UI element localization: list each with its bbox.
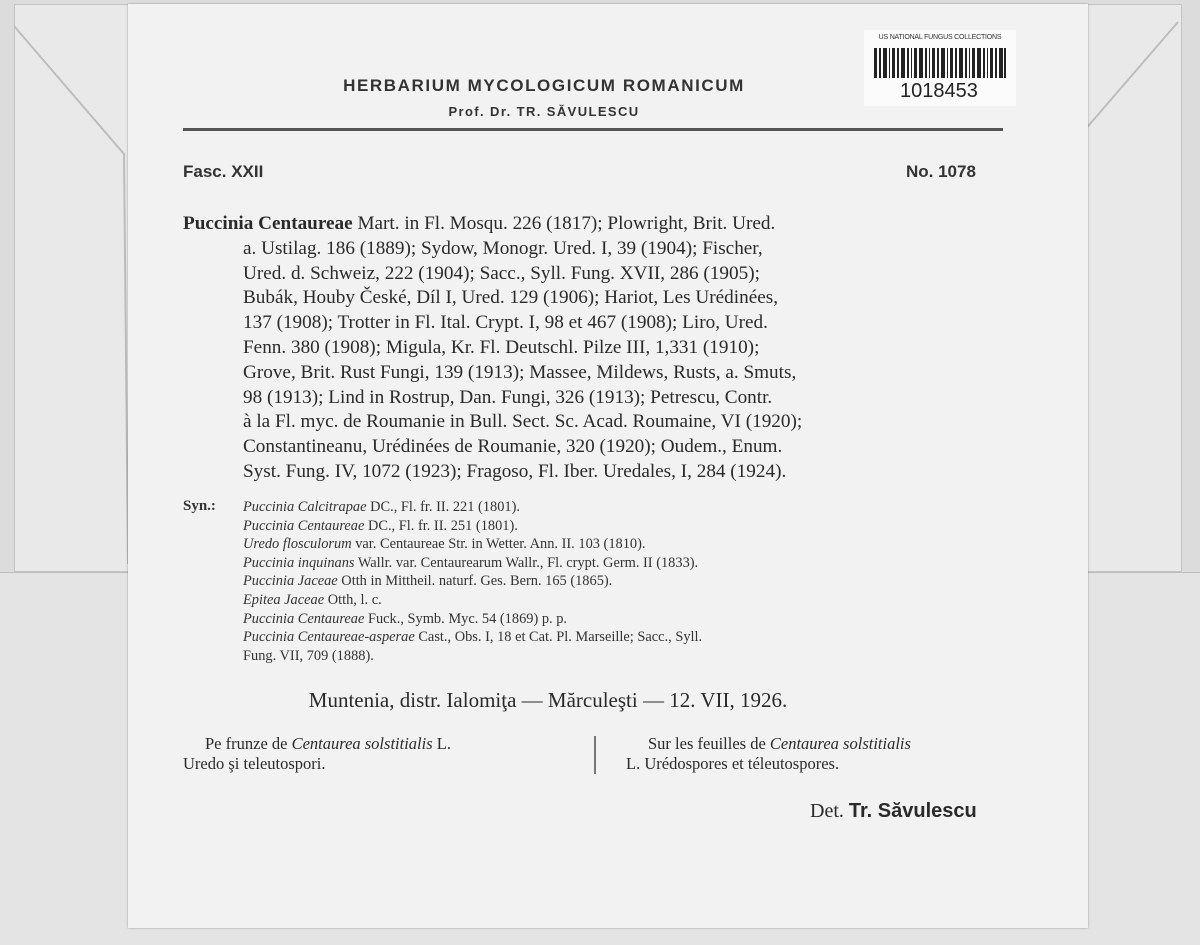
synonym-name: Puccinia inquinans bbox=[243, 554, 355, 571]
synonym-ref: var. Centaureae Str. in Wetter. Ann. II. 103 (1810). bbox=[355, 536, 646, 553]
host-fr-line1: Sur les feuilles de Centaurea solstitialis bbox=[648, 734, 911, 753]
species-name: Puccinia Centaureae bbox=[183, 213, 353, 234]
citation-line: à la Fl. myc. de Roumanie in Bull. Sect. Sc. Acad. Roumaine, VI (1920); bbox=[243, 411, 803, 433]
synonym-entry bbox=[243, 517, 1023, 536]
synonym-entry bbox=[243, 572, 1023, 591]
citation-line: Ured. d. Schweiz, 222 (1904); Sacc., Syll. Fung. XVII, 286 (1905); bbox=[243, 262, 760, 284]
synonym-entry bbox=[243, 535, 1023, 554]
host-romanian bbox=[183, 734, 575, 774]
synonym-name: Epitea Jaceae bbox=[243, 591, 325, 608]
synonym-name: Puccinia Centaureae bbox=[243, 517, 365, 534]
synonym-ref: Fuck., Symb. Myc. 54 (1869) p. p. bbox=[367, 610, 568, 627]
synonyms-label: Syn.: bbox=[183, 498, 216, 514]
citation-line: Bubák, Houby České, Díl I, Ured. 129 (1906); Hariot, Les Urédinées, bbox=[243, 287, 779, 309]
synonym-name: Puccinia Jaceae bbox=[243, 573, 338, 590]
synonym-name: Puccinia Calcitrapae bbox=[243, 499, 367, 515]
herbarium-title: HERBARIUM MYCOLOGICUM ROMANICUM bbox=[343, 76, 745, 95]
synonym-continuation: Fung. VII, 709 (1888). bbox=[243, 647, 374, 664]
synonym-ref: DC., Fl. fr. II. 221 (1801). bbox=[370, 499, 521, 515]
specimen-number: No. 1078 bbox=[906, 162, 976, 181]
host-ro-line1: Pe frunze de Centaurea solstitialis L. bbox=[205, 734, 451, 753]
synonym-ref: Cast., Obs. I, 18 et Cat. Pl. Marseille; Sacc., Syll. bbox=[418, 629, 703, 646]
citation-line: a. Ustilag. 186 (1889); Sydow, Monogr. Ured. I, 39 (1904); Fischer, bbox=[243, 237, 763, 259]
synonym-ref: Otth, l. c. bbox=[327, 591, 382, 608]
determiner: Det. Tr. Săvulescu bbox=[810, 800, 977, 822]
host-fr-line2: L. Urédospores et téleutospores. bbox=[626, 754, 840, 773]
citation-line: Constantineanu, Urédinées de Roumanie, 320 (1920); Oudem., Enum. bbox=[243, 436, 783, 458]
citation-line: 98 (1913); Lind in Rostrup, Dan. Fungi, 326 (1913); Petrescu, Contr. bbox=[243, 386, 773, 408]
host-ro-line2: Uredo şi teleutospori. bbox=[183, 754, 326, 773]
synonym-name: Puccinia Centaureae bbox=[243, 610, 365, 627]
barcode bbox=[874, 48, 1006, 78]
herbarium-subtitle: Prof. Dr. TR. SĂVULESCU bbox=[448, 104, 640, 119]
determiner-name: Tr. Săvulescu bbox=[848, 800, 977, 822]
synonym-ref: Wallr. var. Centaurearum Wallr., Fl. crypt. Germ. II (1833). bbox=[357, 554, 699, 571]
citation-line: Fenn. 380 (1908); Migula, Kr. Fl. Deutschl. Pilze III, 1,331 (1910); bbox=[243, 336, 760, 358]
column-divider bbox=[594, 736, 596, 774]
citation-line: Syst. Fung. IV, 1072 (1923); Fragoso, Fl. Iber. Uredales, I, 284 (1924). bbox=[243, 460, 787, 482]
synonym-ref: Otth in Mittheil. naturf. Ges. Bern. 165 (1865). bbox=[341, 573, 613, 590]
synonym-name: Uredo flosculorum bbox=[243, 536, 352, 553]
citation-line: Grove, Brit. Rust Fungi, 139 (1913); Massee, Mildews, Rusts, a. Smuts, bbox=[243, 361, 797, 383]
citation-line: 137 (1908); Trotter in Fl. Ital. Crypt. I, 98 et 467 (1908); Liro, Ured. bbox=[243, 312, 768, 334]
synonym-name: Puccinia Centaureae-asperae bbox=[243, 629, 415, 646]
collection-locality: Muntenia, distr. Ialomiţa — Mărculeşti — 12. VII, 1926. bbox=[308, 688, 788, 712]
synonym-entry bbox=[243, 554, 1023, 573]
barcode-number: 1018453 bbox=[900, 80, 978, 102]
citation-paragraph bbox=[183, 212, 1003, 485]
synonym-entry bbox=[243, 498, 1023, 517]
header-rule bbox=[183, 128, 1003, 131]
synonym-entry bbox=[243, 610, 1023, 629]
fascicle: Fasc. XXII bbox=[183, 162, 264, 181]
sticker-caption: US NATIONAL FUNGUS COLLECTIONS bbox=[878, 34, 1002, 41]
synonym-entry bbox=[243, 628, 1023, 647]
synonym-ref: DC., Fl. fr. II. 251 (1801). bbox=[367, 517, 518, 534]
host-french bbox=[626, 734, 1026, 774]
host-ro-name: Centaurea solstitialis bbox=[291, 734, 433, 753]
synonym-entry bbox=[243, 591, 1023, 610]
citation-line: Puccinia Centaureae Mart. in Fl. Mosqu. 226 (1817); Plowright, Brit. Ured. bbox=[183, 213, 776, 234]
synonyms-list bbox=[243, 498, 1023, 665]
host-fr-name: Centaurea solstitialis bbox=[769, 734, 911, 753]
